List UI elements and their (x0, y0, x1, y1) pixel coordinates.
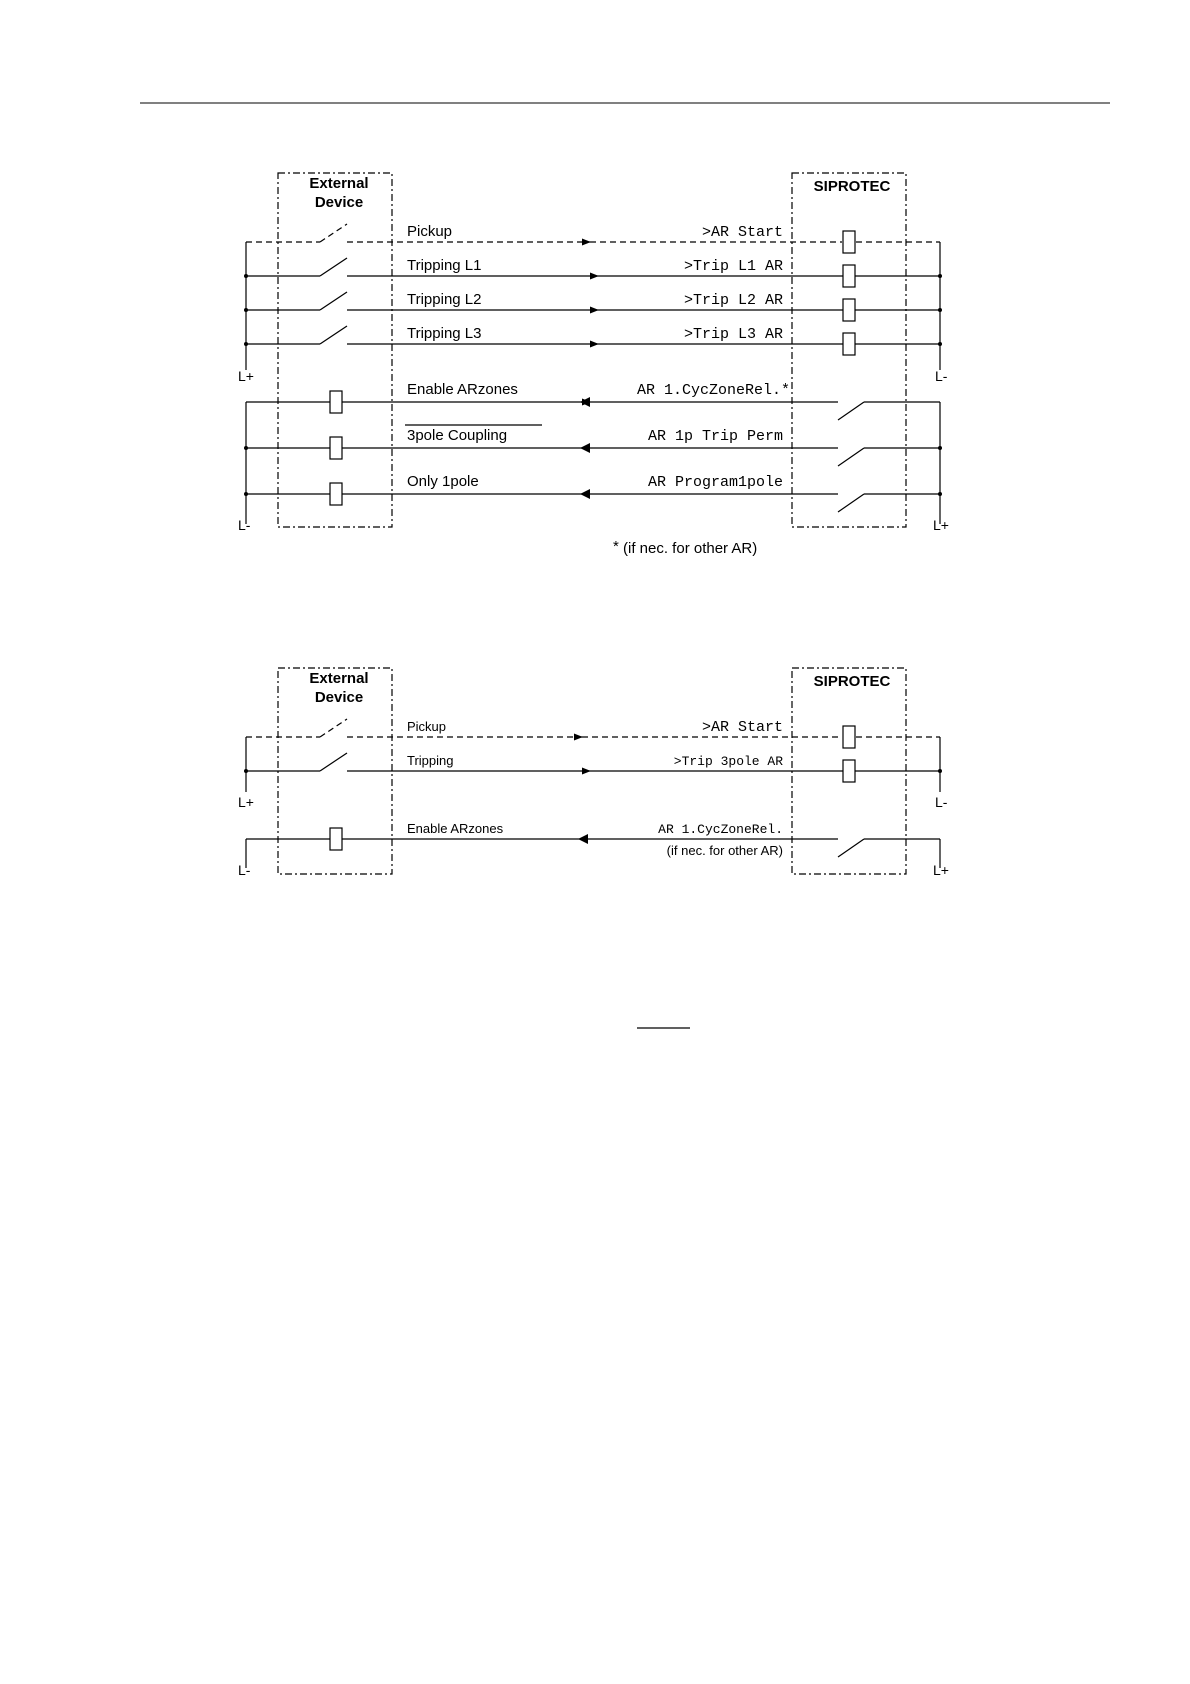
d1-rail-bottom-left: L- (238, 517, 251, 533)
d2-external-label-1: External (309, 670, 369, 687)
d1-signal-right-0: >AR Start (701, 224, 783, 241)
d2-signal-right-1: >Trip 3pole AR (673, 754, 783, 769)
d1-signal-left-3: Tripping L3 (407, 325, 482, 342)
d2-output-right-0: AR 1.CycZoneRel. (658, 822, 783, 837)
signal-line-trip-l1 (246, 258, 940, 287)
output-line-enable-arzones (246, 391, 940, 420)
d2-output-line-enable-arzones (246, 828, 940, 857)
d1-external-label-1: External (309, 175, 369, 192)
d1-junction-dots (244, 274, 942, 496)
d1-signal-right-3: >Trip L3 AR (683, 326, 783, 343)
d2-output-left-0: Enable ARzones (407, 821, 504, 836)
d2-signal-line-pickup (246, 719, 940, 737)
d1-output-left-2: Only 1pole (407, 473, 479, 490)
d2-signal-line-tripping (246, 753, 940, 782)
d2-signal-left-1: Tripping (407, 753, 454, 768)
coil-pickup (843, 231, 855, 253)
d1-siprotec-label: SIPROTEC (813, 178, 891, 195)
signal-line-pickup (246, 224, 940, 242)
d2-external-label-2: Device (314, 689, 364, 706)
d1-rail-top-right: L- (935, 368, 948, 384)
d1-footnote-mark: * (613, 538, 619, 555)
d1-rail-bottom-right: L+ (933, 517, 949, 533)
d1-output-right-0: AR 1.CycZoneRel.* (636, 382, 790, 399)
d1-output-left-1: 3pole Coupling (407, 427, 508, 444)
d2-siprotec-label: SIPROTEC (813, 673, 891, 690)
output-line-3pole-coupling (246, 437, 940, 466)
d1-rail-top-left: L+ (238, 368, 254, 384)
diagram-1 (246, 173, 940, 527)
d1-signal-left-0: Pickup (407, 223, 453, 240)
d2-output-arrows (578, 834, 588, 844)
d1-signal-left-2: Tripping L2 (407, 291, 482, 308)
d2-output-note-0: (if nec. for other AR) (666, 843, 783, 858)
output-line-only-1pole (246, 483, 940, 512)
d1-output-right-2: AR Program1pole (647, 474, 783, 491)
signal-line-trip-l2 (246, 292, 940, 321)
d1-signal-right-1: >Trip L1 AR (683, 258, 783, 275)
d2-rail-bottom-right: L+ (933, 862, 949, 878)
d2-signal-right-0: >AR Start (701, 719, 783, 736)
d1-output-right-1: AR 1p Trip Perm (647, 428, 783, 445)
signal-line-trip-l3 (246, 326, 940, 355)
d2-signal-left-0: Pickup (407, 719, 447, 734)
d1-signal-right-2: >Trip L2 AR (683, 292, 783, 309)
d1-footnote: (if nec. for other AR) (623, 540, 758, 557)
external-device-box (278, 173, 392, 527)
d1-output-arrows (580, 397, 590, 499)
d2-rail-top-left: L+ (238, 794, 254, 810)
d2-rail-top-right: L- (935, 794, 948, 810)
d2-coil-pickup (843, 726, 855, 748)
d1-output-left-0: Enable ARzones (407, 381, 518, 398)
d1-external-label-2: Device (314, 194, 364, 211)
d2-rail-bottom-left: L- (238, 862, 251, 878)
d1-signal-left-1: Tripping L1 (407, 257, 482, 274)
